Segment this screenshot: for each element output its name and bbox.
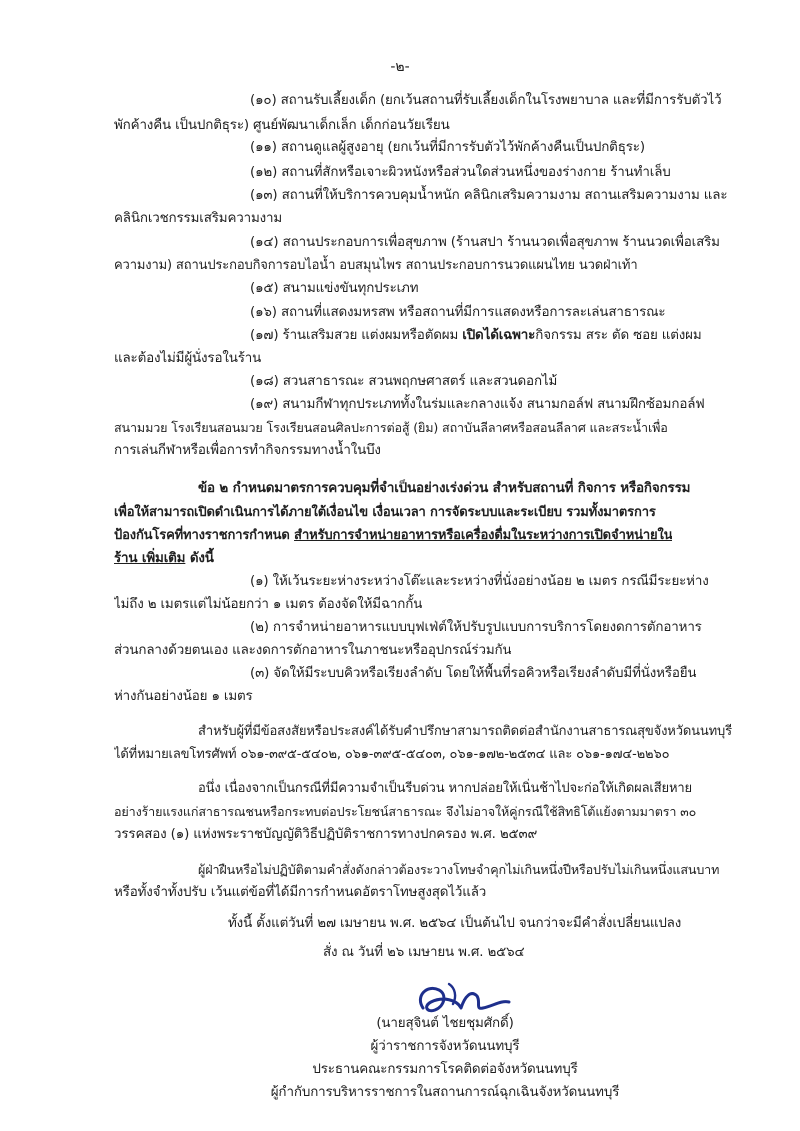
item-17-text: (๑๗) ร้านเสริมสวย แต่งผมหรือตัดผม	[250, 328, 463, 343]
clause-2-underlined-end: ร้าน เพิ่มเติม	[114, 551, 186, 566]
clause-2-text: ป้องกันโรคที่ทางราชการกำหนด	[114, 528, 295, 543]
item-19-line-2: สนามมวย โรงเรียนสอนมวย โรงเรียนสอนศิลปะการต่อสู้ (ยิม) สถาบันลีลาศหรือสอนลีลาศ และสระน้ำเพื่อ	[114, 420, 668, 435]
item-14-line-1: (๑๔) สถานประกอบการเพื่อสุขภาพ (ร้านสปา ร้านนวดเพื่อสุขภาพ ร้านนวดเพื่อเสริม	[250, 235, 720, 250]
contact-line-2: ได้ที่หมายเลขโทรศัพท์ ๐๖๑-๓๙๕-๕๔๐๒, ๐๖๑-๓๙๕-๕๔๐๓, ๐๖๑-๑๗๒-๒๕๓๔ และ ๐๖๑-๑๗๔-๒๒๖๐	[114, 747, 670, 762]
urgency-line-1: อนึ่ง เนื่องจากเป็นกรณีที่มีความจำเป็นรีบด่วน หากปล่อยให้เนิ่นช้าไปจะก่อให้เกิดผลเสียหาย	[198, 781, 692, 796]
clause-2-line-2: เพื่อให้สามารถเปิดดำเนินการได้ภายใต้เงื่อนไข เงื่อนเวลา การจัดระบบและระเบียบ รวมทั้งมาตรการ	[114, 505, 656, 520]
item-17-line-2: และต้องไม่มีผู้นั่งรอในร้าน	[114, 351, 262, 366]
item-10-line-1: (๑๐) สถานรับเลี้ยงเด็ก (ยกเว้นสถานที่รับเลี้ยงเด็กในโรงพยาบาล และที่มีการรับตัวไว้	[250, 93, 722, 108]
item-17-text-end: กิจกรรม สระ ตัด ซอย แต่งผม	[535, 328, 702, 343]
clause-2-text-end: ดังนี้	[185, 551, 214, 566]
item-11: (๑๑) สถานดูแลผู้สูงอายุ (ยกเว้นที่มีการรับตัวไว้พักค้างคืนเป็นปกติธุระ)	[250, 140, 645, 155]
clause-2-line-4	[114, 546, 214, 572]
measure-2-line-2: ส่วนกลางด้วยตนเอง และงดการตักอาหารในภาชนะหรืออุปกรณ์ร่วมกัน	[114, 643, 512, 658]
signer-title-3: ผู้กำกับการบริหารราชการในสถานการณ์ฉุกเฉินจังหวัดนนทบุรี	[270, 1085, 620, 1100]
item-13-line-2: คลินิกเวชกรรมเสริมความงาม	[114, 211, 283, 226]
measure-2-line-1: (๒) การจำหน่ายอาหารแบบบุฟเฟ่ต์ให้ปรับรูปแบบการบริการโดยงดการตักอาหาร	[250, 620, 702, 635]
signer-title-1: ผู้ว่าราชการจังหวัดนนทบุรี	[370, 1039, 520, 1054]
order-date: สั่ง ณ วันที่ ๒๖ เมษายน พ.ศ. ๒๕๖๔	[323, 945, 525, 960]
signer-name: (นายสุจินต์ ไชยชุมศักดิ์)	[376, 1016, 514, 1031]
contact-line-1: สำหรับผู้ที่มีข้อสงสัยหรือประสงค์ได้รับคำปรึกษาสามารถติดต่อสำนักงานสาธารณสุขจังหวัดนนทบุรี	[198, 724, 732, 739]
item-17-line-1	[250, 323, 702, 349]
item-19-line-1: (๑๙) สนามกีฬาทุกประเภททั้งในร่มและกลางแจ้ง สนามกอล์ฟ สนามฝึกซ้อมกอล์ฟ	[250, 397, 705, 412]
clause-2-line-1: ข้อ ๒ กำหนดมาตรการควบคุมที่จำเป็นอย่างเร่งด่วน สำหรับสถานที่ กิจการ หรือกิจกรรม	[198, 481, 691, 496]
item-15: (๑๕) สนามแข่งขันทุกประเภท	[250, 281, 419, 296]
effective-date: ทั้งนี้ ตั้งแต่วันที่ ๒๗ เมษายน พ.ศ. ๒๕๖๔ เป็นต้นไป จนกว่าจะมีคำสั่งเปลี่ยนแปลง	[228, 916, 682, 931]
item-18: (๑๘) สวนสาธารณะ สวนพฤกษศาสตร์ และสวนดอกไม้	[250, 374, 558, 389]
page-number: -๒-	[390, 59, 410, 75]
clause-2-underlined: สำหรับการจำหน่ายอาหารหรือเครื่องดื่มในระหว่างการเปิดจำหน่ายใน	[294, 528, 673, 543]
item-10-line-2: พักค้างคืน เป็นปกติธุระ) ศูนย์พัฒนาเด็กเล็ก เด็กก่อนวัยเรียน	[114, 118, 450, 133]
measure-3-line-2: ห่างกันอย่างน้อย ๑ เมตร	[114, 689, 253, 704]
measure-3-line-1: (๓) จัดให้มีระบบคิวหรือเรียงลำดับ โดยให้พื้นที่รอคิวหรือเรียงลำดับมีที่นั่งหรือยืน	[250, 666, 697, 681]
item-17-emphasis: เปิดได้เฉพาะ	[462, 328, 536, 343]
item-19-line-3: การเล่นกีฬาหรือเพื่อการทำกิจกรรมทางน้ำในบึง	[114, 443, 381, 458]
urgency-line-3: วรรคสอง (๑) แห่งพระราชบัญญัติวิธีปฏิบัติราชการทางปกครอง พ.ศ. ๒๕๓๙	[114, 827, 538, 842]
item-12: (๑๒) สถานที่สักหรือเจาะผิวหนังหรือส่วนใดส่วนหนึ่งของร่างกาย ร้านทำเล็บ	[250, 165, 671, 180]
item-16: (๑๖) สถานที่แสดงมหรสพ หรือสถานที่มีการแสดงหรือการละเล่นสาธารณะ	[250, 305, 666, 320]
item-14-line-2: ความงาม) สถานประกอบกิจการอบไอน้ำ อบสมุนไพร สถานประกอบการนวดแผนไทย นวดฝ่าเท้า	[114, 258, 638, 273]
penalty-line-1: ผู้ฝ่าฝืนหรือไม่ปฏิบัติตามคำสั่งดังกล่าวต้องระวางโทษจำคุกไม่เกินหนึ่งปีหรือปรับไม่เกินหนึ่งแสนบาท	[198, 862, 720, 877]
penalty-line-2: หรือทั้งจำทั้งปรับ เว้นแต่ข้อที่ได้มีการกำหนดอัตราโทษสูงสุดไว้แล้ว	[114, 885, 487, 900]
measure-1-line-2: ไม่ถึง ๒ เมตรแต่ไม่น้อยกว่า ๑ เมตร ต้องจัดให้มีฉากกั้น	[114, 597, 423, 612]
urgency-line-2: อย่างร้ายแรงแก่สาธารณชนหรือกระทบต่อประโยชน์สาธารณะ จึงไม่อาจให้คู่กรณีใช้สิทธิโต้แย้งตามมาตรา ๓๐	[114, 804, 697, 819]
item-13-line-1: (๑๓) สถานที่ให้บริการควบคุมน้ำหนัก คลินิกเสริมความงาม สถานเสริมความงาม และ	[250, 188, 728, 203]
measure-1-line-1: (๑) ให้เว้นระยะห่างระหว่างโต๊ะและระหว่างที่นั่งอย่างน้อย ๒ เมตร กรณีมีระยะห่าง	[250, 574, 709, 589]
signer-title-2: ประธานคณะกรรมการโรคติดต่อจังหวัดนนทบุรี	[312, 1062, 578, 1077]
